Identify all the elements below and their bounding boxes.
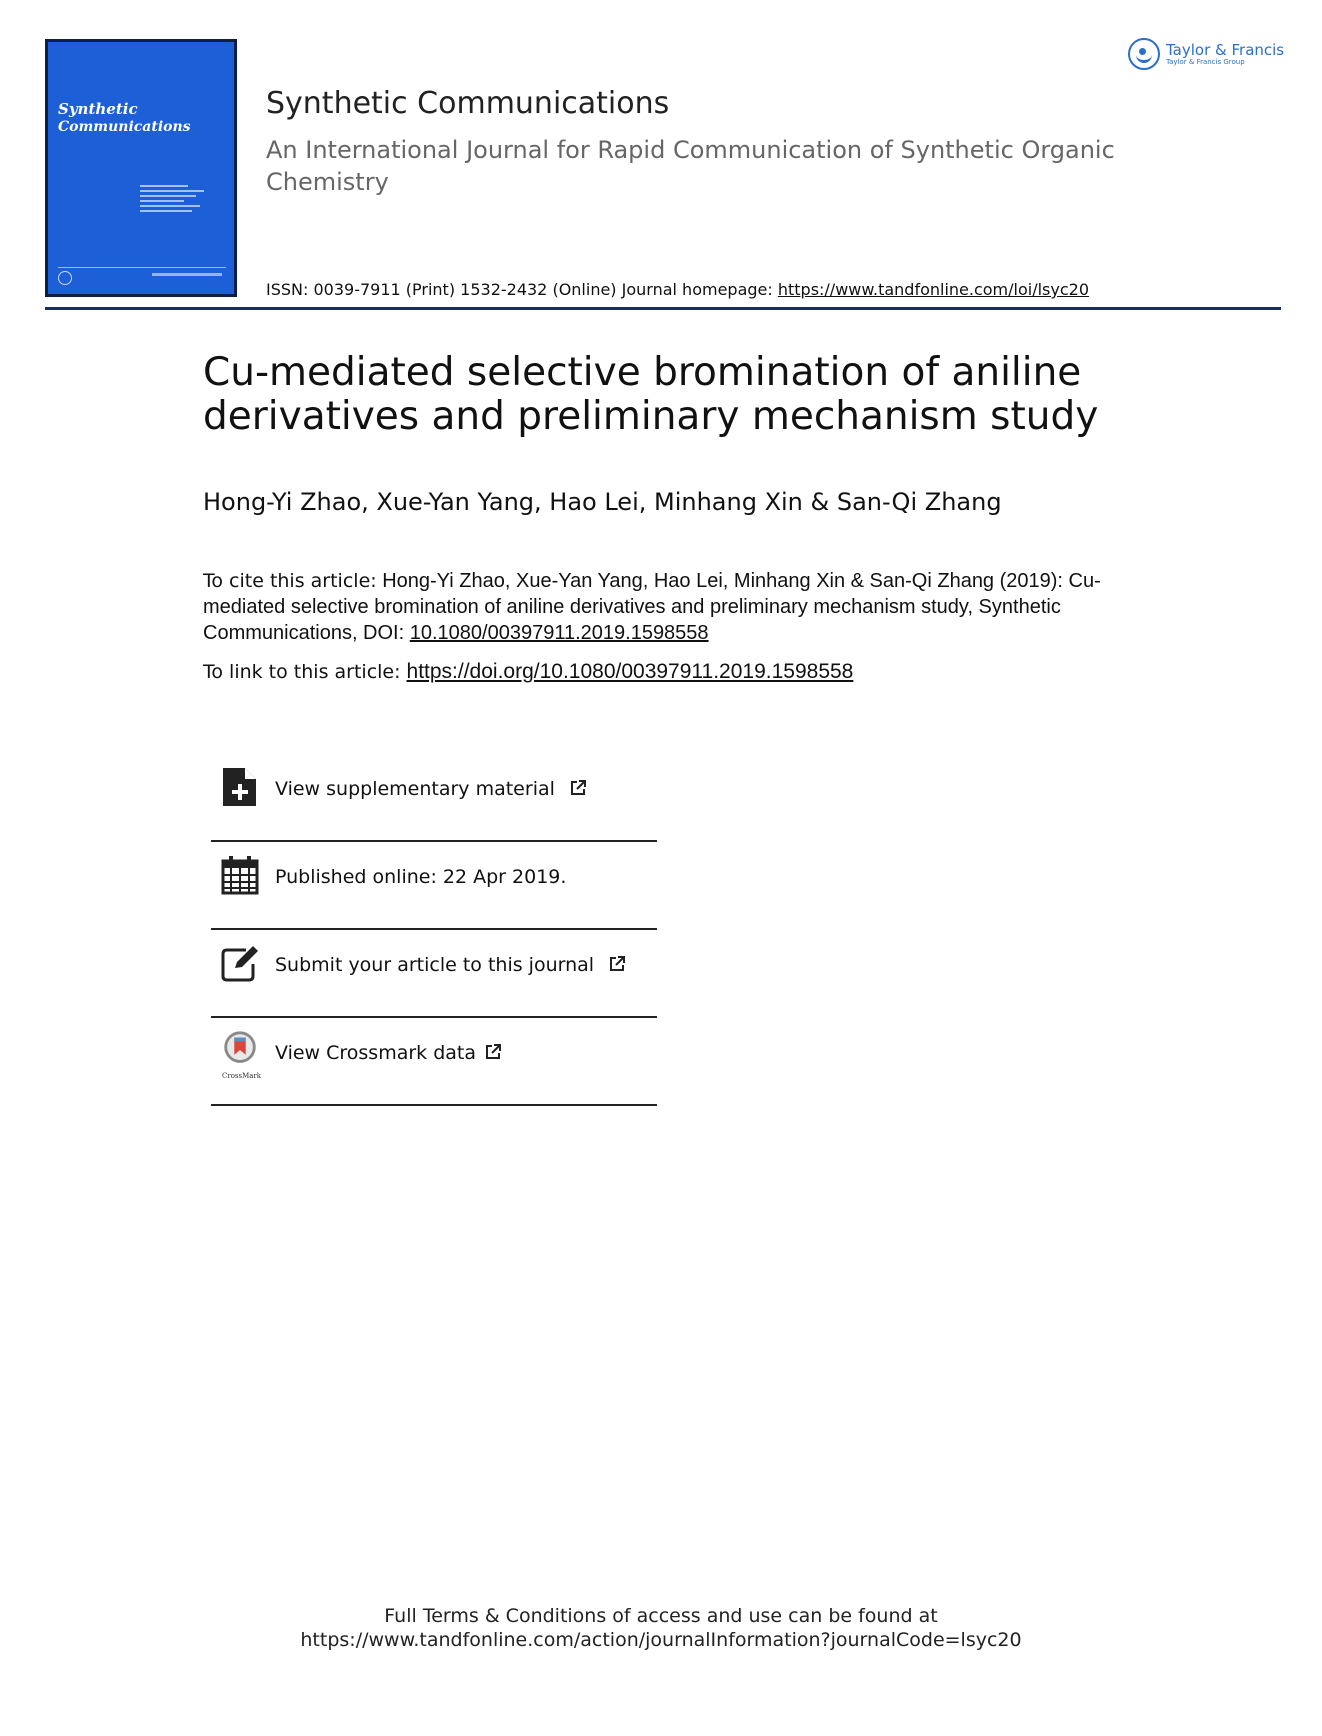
edit-icon: [220, 942, 260, 984]
submit-article-link[interactable]: Submit your article to this journal: [275, 954, 595, 976]
terms-footer: [0, 1604, 1322, 1652]
published-online-text: Published online: 22 Apr 2019.: [275, 866, 567, 888]
cover-footer: [58, 267, 226, 282]
article-authors: Hong-Yi Zhao, Xue-Yan Yang, Hao Lei, Minhang Xin & San-Qi Zhang: [203, 488, 1002, 516]
file-plus-icon: [220, 766, 260, 808]
crossmark-icon: [220, 1030, 262, 1080]
terms-url[interactable]: https://www.tandfonline.com/action/journalInformation?journalCode=lsyc20: [300, 1629, 1022, 1651]
crossmark-logo-text: CrossMark: [222, 1072, 262, 1080]
external-link-icon: [608, 955, 626, 973]
submit-article-row[interactable]: [211, 930, 657, 1018]
external-link-icon: [569, 779, 587, 797]
publisher-group: Taylor & Francis Group: [1166, 57, 1245, 66]
header-divider: [45, 307, 1281, 310]
terms-line1: Full Terms & Conditions of access and use can be found at: [384, 1605, 938, 1627]
journal-subtitle: An International Journal for Rapid Communication of Synthetic Organic Chemistry: [266, 136, 1115, 196]
journal-cover-image: [45, 39, 237, 297]
article-title: Cu-mediated selective bromination of aniline derivatives and preliminary mechanism study: [203, 350, 1099, 439]
cover-title-line1: Synthetic: [58, 100, 138, 118]
published-online-row: [211, 842, 657, 930]
cover-title: [58, 100, 191, 136]
view-supplementary-link[interactable]: View supplementary material: [275, 778, 555, 800]
crossmark-row[interactable]: [211, 1018, 657, 1106]
journal-homepage-link[interactable]: https://www.tandfonline.com/loi/lsyc20: [777, 280, 1090, 299]
view-supplementary-row[interactable]: [211, 754, 657, 842]
taylor-francis-lamp-icon: [1128, 38, 1160, 70]
article-doi-url-link[interactable]: https://doi.org/10.1080/00397911.2019.1598558: [406, 660, 854, 683]
publisher-logo[interactable]: [1128, 38, 1284, 70]
cover-title-line2: Communications: [58, 119, 191, 135]
view-crossmark-link[interactable]: View Crossmark data: [275, 1042, 477, 1064]
issn-line: [266, 280, 1089, 299]
issn-text: ISSN: 0039-7911 (Print) 1532-2432 (Online) Journal homepage:: [266, 280, 778, 299]
citation-block: [203, 568, 1183, 646]
cite-text: Hong-Yi Zhao, Xue-Yan Yang, Hao Lei, Minhang Xin & San-Qi Zhang (2019): Cu-mediated selective bromination of aniline derivatives and preliminary mechanism study, Synthetic Communications, DOI:: [203, 570, 1101, 644]
cite-label: To cite this article:: [203, 570, 377, 592]
external-link-icon: [484, 1043, 502, 1061]
publisher-name: Taylor & Francis: [1166, 40, 1285, 59]
article-link-line: [203, 660, 853, 684]
doi-link[interactable]: 10.1080/00397911.2019.1598558: [409, 622, 709, 644]
article-info-list: [211, 754, 657, 1106]
calendar-icon: [220, 854, 260, 896]
journal-title: Synthetic Communications: [266, 86, 670, 121]
link-label: To link to this article:: [203, 661, 401, 683]
cover-decoration: [140, 182, 220, 215]
